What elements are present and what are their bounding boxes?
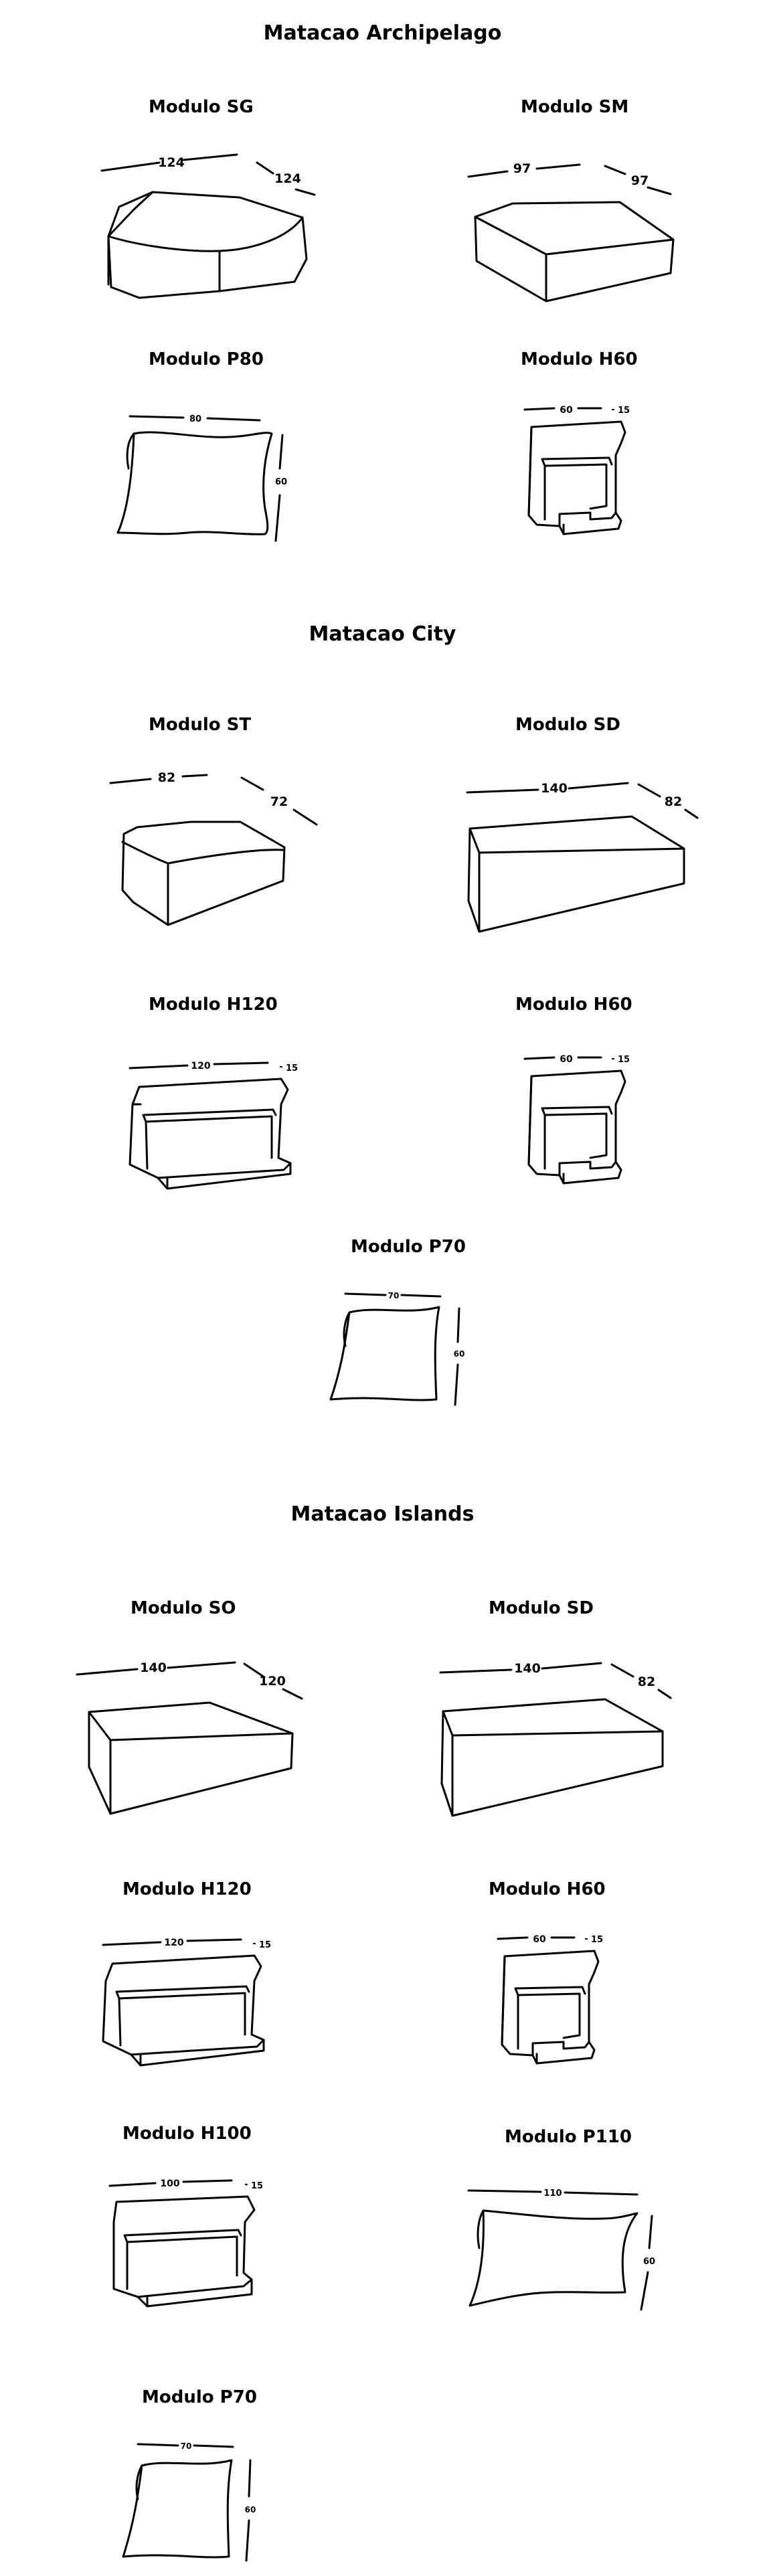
module-sd-drawing: [435, 1650, 676, 1824]
module-title-h60-archipelago: Modulo H60: [521, 349, 638, 369]
dim-label: 120: [164, 1938, 184, 1948]
dim-label: 72: [270, 794, 288, 809]
dim-label: 100: [160, 2178, 180, 2189]
dim-label: 110: [543, 2188, 562, 2199]
module-title-h60-city: Modulo H60: [515, 995, 632, 1015]
dim-label: 120: [259, 1674, 286, 1689]
module-title-p80: Modulo P80: [149, 349, 264, 369]
module-so-drawing: [70, 1648, 311, 1822]
module-title-p70-islands: Modulo P70: [142, 2387, 257, 2407]
dim-label: 15: [617, 406, 630, 416]
section-title-archipelago: Matacao Archipelago: [263, 21, 502, 45]
module-title-sd-islands: Modulo SD: [489, 1598, 594, 1618]
dim-label: 82: [637, 1675, 656, 1689]
svg-text:-: -: [244, 2180, 248, 2190]
dim-label: 97: [630, 173, 649, 188]
module-sg-drawing: [94, 151, 321, 325]
module-title-sd-city: Modulo SD: [515, 715, 620, 735]
module-p110-drawing: [462, 2178, 663, 2319]
dim-label: 140: [541, 781, 568, 796]
module-title-sg: Modulo SG: [149, 97, 254, 117]
module-h100-drawing: [100, 2168, 274, 2329]
module-h120-drawing: [94, 1927, 288, 2088]
module-sm-drawing: [462, 155, 689, 309]
dim-label: 60: [274, 477, 288, 487]
module-title-h120-city: Modulo H120: [149, 995, 278, 1015]
dim-label: 60: [533, 1934, 546, 1945]
dim-label: 15: [250, 2181, 264, 2191]
module-st-drawing: [104, 763, 331, 937]
dim-label: 124: [274, 171, 301, 186]
dim-label: 60: [244, 2505, 256, 2514]
dim-label: 60: [453, 1349, 465, 1359]
module-p70-drawing: [321, 1282, 482, 1415]
dim-label: 60: [643, 2257, 656, 2267]
dim-label: 82: [664, 794, 683, 809]
module-title-h100: Modulo H100: [122, 2124, 252, 2144]
module-p80-drawing: [107, 402, 301, 549]
dim-label: 70: [180, 2441, 192, 2451]
dim-label: 60: [560, 1054, 573, 1065]
dim-label: 60: [560, 405, 573, 416]
module-h120-drawing: [120, 1051, 315, 1211]
section-title-islands: Matacao Islands: [290, 1502, 475, 1526]
dim-label: 15: [590, 1935, 604, 1945]
module-title-p70-city: Modulo P70: [351, 1237, 466, 1257]
module-sd-drawing: [462, 770, 703, 937]
dim-label: 140: [514, 1661, 541, 1676]
dim-label: 140: [140, 1660, 167, 1675]
dim-label: 82: [157, 770, 176, 785]
svg-text:-: -: [252, 1939, 256, 1949]
module-h60-drawing: [515, 1044, 649, 1205]
module-title-h60-islands: Modulo H60: [489, 1879, 606, 1899]
dim-label: 80: [189, 414, 202, 424]
module-title-h120-islands: Modulo H120: [122, 1879, 252, 1899]
dim-label: 15: [617, 1055, 630, 1065]
module-title-so: Modulo SO: [131, 1598, 236, 1618]
module-title-sm: Modulo SM: [521, 97, 629, 117]
dim-label: 97: [513, 161, 531, 176]
svg-text:-: -: [584, 1934, 588, 1944]
dim-label: 15: [258, 1940, 272, 1950]
module-h60-drawing: [489, 1924, 622, 2085]
dim-label: 70: [388, 1291, 400, 1300]
svg-text:-: -: [611, 405, 615, 415]
module-h60-drawing: [515, 395, 649, 555]
module-title-st: Modulo ST: [149, 715, 252, 735]
svg-text:-: -: [611, 1054, 615, 1064]
svg-text:-: -: [279, 1062, 283, 1072]
module-title-p110: Modulo P110: [505, 2127, 632, 2147]
section-title-city: Matacao City: [309, 622, 456, 646]
dim-label: 120: [191, 1061, 211, 1071]
module-p70-drawing: [114, 2429, 274, 2570]
dim-label: 15: [285, 1063, 299, 1074]
dim-label: 124: [158, 155, 185, 170]
